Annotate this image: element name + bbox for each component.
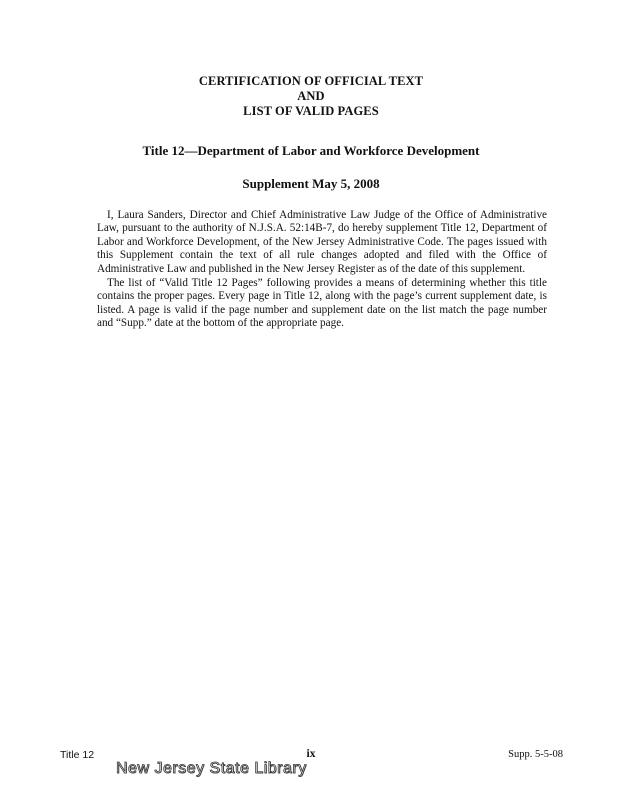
footer-title: Title 12 bbox=[60, 749, 95, 761]
valid-pages-paragraph: The list of “Valid Title 12 Pages” following provides a means of determining whether this title contains the proper pages. Every page in Title 12, along with the page’s current supplement date, is listed. A page is valid if the page number and supplement date on the list match the page number and “Supp.” date at the bottom of the appropriate page. bbox=[97, 277, 547, 330]
heading-line-2: AND bbox=[297, 89, 325, 103]
title-heading: Title 12—Department of Labor and Workforce Development bbox=[142, 143, 480, 158]
page-number: ix bbox=[306, 748, 316, 760]
certification-heading bbox=[0, 74, 622, 119]
supplement-date-heading: Supplement May 5, 2008 bbox=[242, 176, 380, 191]
heading-line-1: CERTIFICATION OF OFFICIAL TEXT bbox=[198, 74, 424, 88]
certification-paragraph: I, Laura Sanders, Director and Chief Administrative Law Judge of the Office of Administrative Law, pursuant to the authority of N.J.S.A. 52:14B-7, do hereby supplement Title 12, Department of Labor and Workforce Development, of the New Jersey Administrative Code. The pages issued with this Supplement contain the text of all rule changes adopted and filed with the Office of Administrative Law and published in the New Jersey Register as of the date of this supplement. bbox=[97, 209, 547, 275]
footer-supplement-date: Supp. 5-5-08 bbox=[508, 749, 563, 760]
library-watermark: New Jersey State Library bbox=[116, 760, 307, 777]
heading-line-3: LIST OF VALID PAGES bbox=[243, 104, 379, 118]
